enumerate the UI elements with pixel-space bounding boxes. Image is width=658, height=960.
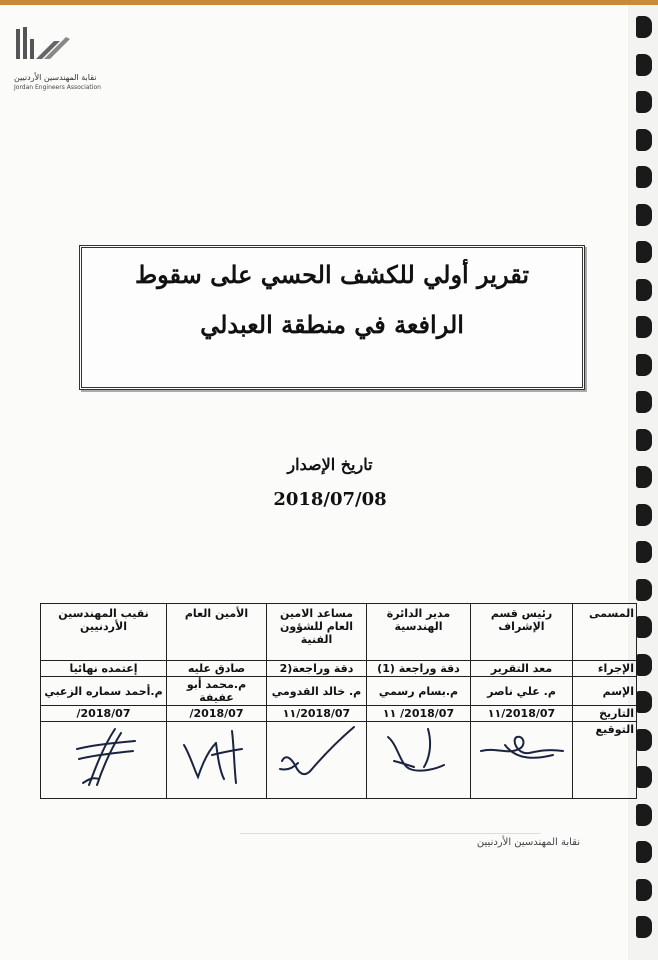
binding-ring bbox=[636, 91, 652, 113]
binding-ring bbox=[636, 16, 652, 38]
footer-divider bbox=[240, 833, 540, 834]
table-row-action bbox=[41, 661, 637, 677]
cell-action-5: إعتمده نهائيا bbox=[41, 661, 167, 677]
binding-ring bbox=[636, 766, 652, 788]
table-row-name bbox=[41, 677, 637, 706]
report-title-line-2: الرافعة في منطقة العبدلي bbox=[200, 310, 464, 339]
logo-english-name: Jordan Engineers Association bbox=[14, 84, 101, 91]
cell-title-1: رئيس قسم الإشراف bbox=[471, 604, 573, 661]
cell-name-1: م. علي ناصر bbox=[471, 677, 573, 706]
cell-action-1: معد التقرير bbox=[471, 661, 573, 677]
cell-action-3: دقة وراجعة(2 bbox=[267, 661, 367, 677]
cell-date-3: 2018/07/١١ bbox=[267, 706, 367, 722]
cell-title-2: مدير الدائرة الهندسية bbox=[367, 604, 471, 661]
cell-action-4: صادق عليه bbox=[167, 661, 267, 677]
binding-ring bbox=[636, 279, 652, 301]
issue-date-label: تاريخ الإصدار bbox=[287, 455, 373, 474]
cell-action-2: دقة وراجعة (1) bbox=[367, 661, 471, 677]
table-row-title bbox=[41, 604, 637, 661]
binding-ring bbox=[636, 504, 652, 526]
binding-ring bbox=[636, 466, 652, 488]
binding-ring bbox=[636, 204, 652, 226]
row-label-date: التاريخ bbox=[573, 706, 637, 722]
cell-title-5: نقيب المهندسين الأردنيين bbox=[41, 604, 167, 661]
binding-ring bbox=[636, 166, 652, 188]
binding-ring bbox=[636, 841, 652, 863]
signature-2 bbox=[367, 722, 471, 799]
row-label-action: الإجراء bbox=[573, 661, 637, 677]
binding-ring bbox=[636, 691, 652, 713]
cell-date-2: 2018/07/ ١١ bbox=[367, 706, 471, 722]
binding-ring bbox=[636, 54, 652, 76]
signature-5 bbox=[41, 722, 167, 799]
cell-name-3: م. خالد القدومي bbox=[267, 677, 367, 706]
binding-ring bbox=[636, 654, 652, 676]
binding-ring bbox=[636, 429, 652, 451]
approval-table bbox=[40, 603, 637, 799]
cell-date-1: 2018/07/١١ bbox=[471, 706, 573, 722]
row-label-title: المسمى bbox=[573, 604, 637, 661]
signature-3 bbox=[267, 722, 367, 799]
issue-date-value: 2018/07/08 bbox=[273, 489, 387, 510]
table-row-date bbox=[41, 706, 637, 722]
signature-4 bbox=[167, 722, 267, 799]
binding-ring bbox=[636, 316, 652, 338]
signature-1 bbox=[471, 722, 573, 799]
footer-org-name: نقابة المهندسين الأردنيين bbox=[476, 837, 580, 848]
report-title-box bbox=[79, 245, 585, 390]
binding-ring bbox=[636, 916, 652, 938]
cell-name-5: م.أحمد سماره الزعبي bbox=[41, 677, 167, 706]
document-page bbox=[0, 5, 634, 960]
binding-ring bbox=[636, 541, 652, 563]
spiral-binding bbox=[634, 10, 652, 955]
table-row-signature bbox=[41, 722, 637, 799]
binding-ring bbox=[636, 129, 652, 151]
cell-name-2: م.بسام رسمي bbox=[367, 677, 471, 706]
row-label-name: الإسم bbox=[573, 677, 637, 706]
row-label-signature: التوقيع bbox=[573, 722, 637, 799]
binding-ring bbox=[636, 729, 652, 751]
binding-ring bbox=[636, 616, 652, 638]
cell-title-3: مساعد الامين العام للشؤون الفنية bbox=[267, 604, 367, 661]
logo-arabic-name: نقابة المهندسين الأردنيين bbox=[14, 73, 97, 82]
binding-ring bbox=[636, 354, 652, 376]
cell-date-5: 2018/07/ bbox=[41, 706, 167, 722]
binding-ring bbox=[636, 391, 652, 413]
cell-name-4: م.محمد أبو عفيفة bbox=[167, 677, 267, 706]
binding-ring bbox=[636, 879, 652, 901]
cell-date-4: 2018/07/ bbox=[167, 706, 267, 722]
binding-ring bbox=[636, 241, 652, 263]
report-title-line-1: تقرير أولي للكشف الحسي على سقوط bbox=[134, 260, 530, 289]
binding-ring bbox=[636, 579, 652, 601]
binding-ring bbox=[636, 804, 652, 826]
cell-title-4: الأمين العام bbox=[167, 604, 267, 661]
